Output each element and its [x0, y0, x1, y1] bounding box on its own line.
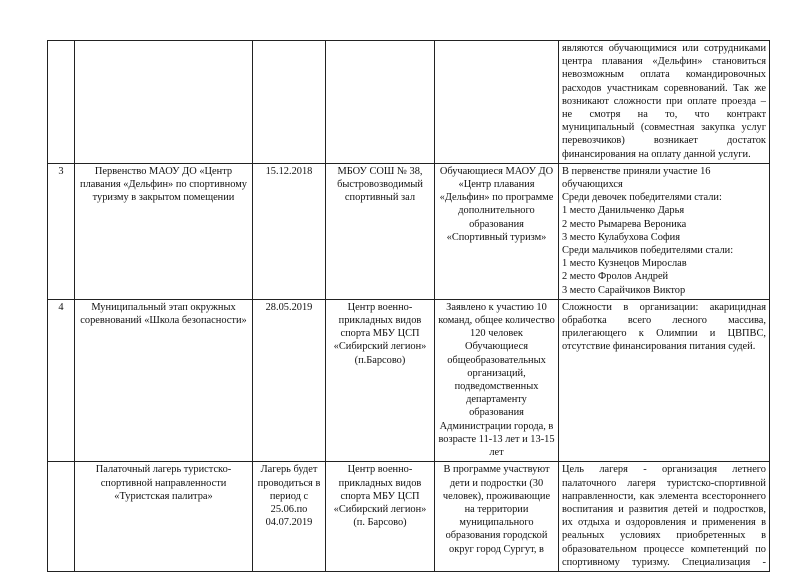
event-participants — [435, 41, 559, 164]
event-date: 28.05.2019 — [253, 299, 326, 461]
table-row — [48, 163, 770, 299]
table-row — [48, 299, 770, 461]
row-number: 4 — [48, 299, 75, 461]
events-table — [47, 40, 770, 572]
event-date — [253, 41, 326, 164]
event-venue: Центр военно-прикладных видов спорта МБУ ЦСП «Сибирский легион» (п. Барсово) — [326, 462, 435, 572]
notes-line: 3 место Кулабухова София — [562, 231, 680, 243]
notes-line: Среди девочек победителями стали: — [562, 192, 722, 204]
event-notes — [559, 163, 770, 299]
notes-line: В первенстве приняли участие 16 обучающихся — [562, 165, 711, 191]
table-row — [48, 462, 770, 572]
notes-line: 3 место Сарайчиков Виктор — [562, 284, 686, 296]
event-venue: МБОУ СОШ № 38, быстровозводимый спортивный зал — [326, 163, 435, 299]
event-venue: Центр военно-прикладных видов спорта МБУ ЦСП «Сибирский легион» (п.Барсово) — [326, 299, 435, 461]
event-name — [75, 41, 253, 164]
notes-line: 1 место Данильченко Дарья — [562, 205, 685, 217]
table-row — [48, 41, 770, 164]
participants-line: Обучающиеся общеобразовательных организаций, подведомственных департаменту образования Администрации города, в возрасте 11-13 лет и 13-15 лет — [438, 341, 555, 459]
event-name: Палаточный лагерь туристско-спортивной направленности «Туристская палитра» — [75, 462, 253, 572]
event-participants — [435, 299, 559, 461]
row-number — [48, 462, 75, 572]
event-participants: В программе участвуют дети и подростки (30 человек), проживающие на территории муниципального образования городской округ город Сургут, в — [435, 462, 559, 572]
event-date: 15.12.2018 — [253, 163, 326, 299]
notes-line: 1 место Кузнецов Мирослав — [562, 258, 687, 270]
event-date: Лагерь будет проводиться в период с 25.06.по 04.07.2019 — [253, 462, 326, 572]
notes-line: 2 место Рымарева Вероника — [562, 218, 687, 230]
participants-line: Заявлено к участию 10 команд, общее количество 120 человек — [438, 301, 555, 340]
row-number — [48, 41, 75, 164]
event-notes: являются обучающимися или сотрудниками центра плавания «Дельфин» становиться невозможным оплата командировочных расходов участникам соревнований. Так же возникают сложности при оплате проезда – не смотря на то, что контракт муниципальный (совместная закупка услуг перевозчиков) возникает достаток финансирования на оплату данной услуги. — [559, 41, 770, 164]
event-notes: Сложности в организации: акарицидная обработка всего лесного массива, прилегающего к Олимпии и ЦВПВС, отсутствие финансирования питания судей. — [559, 299, 770, 461]
notes-line: Среди мальчиков победителями стали: — [562, 245, 734, 257]
event-name: Муниципальный этап окружных соревнований «Школа безопасности» — [75, 299, 253, 461]
event-notes: Цель лагеря - организация летнего палаточного лагеря туристско-спортивной направленности, как элемента всестороннего воспитания и развития детей и подростков, их отдыха и оздоровления и применения в реальных условиях приобретенных в образовательном процессе компетенций по спортивному туризму. Специализация - — [559, 462, 770, 572]
event-name: Первенство МАОУ ДО «Центр плавания «Дельфин» по спортивному туризму в закрытом помещении — [75, 163, 253, 299]
event-venue — [326, 41, 435, 164]
row-number: 3 — [48, 163, 75, 299]
notes-line: 2 место Фролов Андрей — [562, 271, 669, 283]
event-participants: Обучающиеся МАОУ ДО «Центр плавания «Дельфин» по программе дополнительного образования «Спортивный туризм» — [435, 163, 559, 299]
